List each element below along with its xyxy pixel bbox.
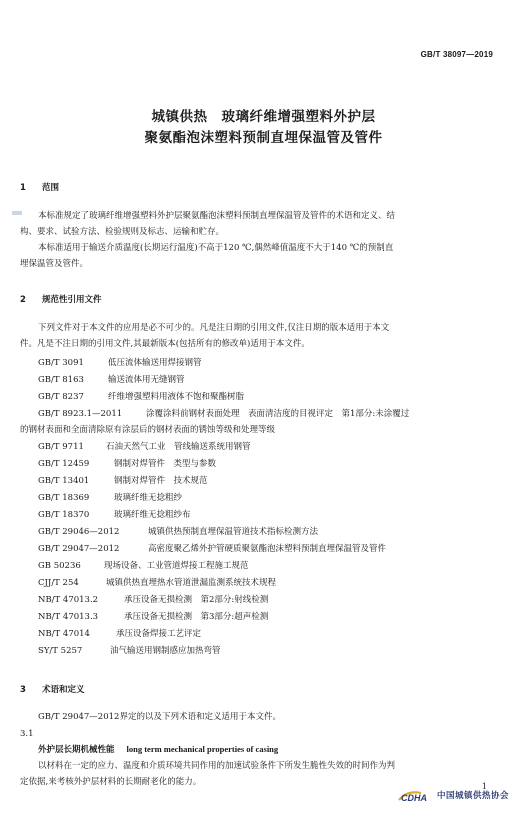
reference-item	[38, 407, 409, 419]
section-3-heading	[20, 683, 85, 695]
reference-title: 城镇供热直埋热水管道泄漏监测系统技术规程	[106, 578, 277, 588]
reference-title: 承压设备无损检测 第3部分:超声检测	[124, 612, 269, 622]
cdha-logo	[397, 788, 509, 802]
reference-title: 纤维增强塑料用液体不饱和聚酯树脂	[108, 392, 245, 402]
reference-item	[38, 627, 201, 639]
reference-item	[38, 644, 221, 656]
reference-code: NB/T 47013.2	[38, 595, 99, 605]
reference-title: 现场设备、工业管道焊接工程施工规范	[104, 561, 249, 571]
reference-code: GB/T 13401	[38, 476, 90, 486]
reference-item	[38, 457, 216, 469]
reference-code: SY/T 5257	[38, 646, 83, 656]
reference-code: NB/T 47013.3	[38, 612, 99, 622]
section-number: 3	[20, 685, 26, 695]
cdha-logo-icon	[397, 788, 431, 802]
reference-title: 玻璃纤维无捻粗纱布	[114, 510, 191, 520]
reference-title: 涂覆涂料前钢材表面处理 表面清洁度的目视评定 第1部分:未涂覆过	[146, 409, 410, 419]
reference-code: GB/T 3091	[38, 358, 84, 368]
reference-title: 输送流体用无缝钢管	[108, 375, 185, 385]
paragraph-line: 构、要求、试验方法、检验规则及标志、运输和贮存。	[20, 227, 225, 237]
reference-code: GB/T 18370	[38, 510, 90, 520]
document-title-line1: 城镇供热 玻璃纤维增强塑料外护层	[151, 109, 376, 125]
reference-title: 油气输送用钢制感应加热弯管	[110, 646, 221, 656]
section-number: 2	[20, 295, 26, 305]
reference-title: 钢制对焊管件 技术规范	[114, 476, 208, 486]
reference-title: 玻璃纤维无捻粗纱	[114, 493, 183, 503]
paragraph-line: 以材料在一定的应力、温度和介质环境共同作用的加速试验条件下所发生脆性失效的时间作为判	[38, 761, 396, 771]
paragraph-line: 定依据,来考核外护层材料的长期耐老化的能力。	[20, 777, 202, 787]
reference-title: 承压设备焊接工艺评定	[116, 629, 202, 639]
reference-code: GB/T 9711	[38, 442, 84, 452]
section-title: 规范性引用文件	[42, 295, 102, 305]
term-english: long term mechanical properties of casing	[126, 744, 279, 754]
svg-text:CDHA: CDHA	[400, 793, 427, 803]
reference-code: GB 50236	[38, 561, 81, 571]
paragraph-line: 本标准适用于输送介质温度(长期运行温度)不高于120 ℃,偶然峰值温度不大于140 ℃的预制直	[38, 243, 394, 253]
reference-item	[38, 542, 386, 554]
reference-code: GB/T 8923.1—2011	[38, 409, 123, 419]
reference-code: GB/T 18369	[38, 493, 90, 503]
paragraph-line: 件。凡是不注日期的引用文件,其最新版本(包括所有的修改单)适用于本文件。	[20, 339, 310, 349]
reference-item	[38, 576, 276, 588]
reference-title: 石油天然气工业 管线输送系统用钢管	[106, 442, 251, 452]
paragraph-line: GB/T 29047—2012界定的以及下列术语和定义适用于本文件。	[38, 712, 281, 722]
section-2-heading	[20, 293, 102, 305]
term-chinese: 外护层长期机械性能	[38, 745, 115, 755]
reference-code: GB/T 12459	[38, 459, 90, 469]
standard-code: GB/T 38097—2019	[420, 50, 493, 59]
reference-code: NB/T 47014	[38, 629, 90, 639]
reference-title: 低压流体输送用焊接钢管	[108, 358, 202, 368]
margin-mark	[12, 211, 22, 215]
reference-continuation: 的钢材表面和全面清除原有涂层后的钢材表面的锈蚀等级和处理等级	[20, 425, 276, 435]
reference-item	[38, 610, 268, 622]
reference-item	[38, 508, 191, 520]
page-number: 1	[481, 782, 487, 791]
reference-item	[38, 491, 182, 503]
reference-item	[38, 356, 202, 368]
reference-code: CJJ/T 254	[38, 578, 79, 588]
reference-item	[38, 390, 244, 402]
paragraph-line: 本标准规定了玻璃纤维增强塑料外护层聚氨酯泡沫塑料预制直埋保温管及管件的术语和定义、结	[38, 211, 396, 221]
logo-text: 中国城镇供热协会	[436, 791, 509, 801]
reference-item	[38, 474, 208, 486]
reference-title: 钢制对焊管件 类型与参数	[114, 459, 217, 469]
section-title: 范围	[42, 183, 60, 193]
section-number: 1	[20, 183, 26, 193]
reference-item	[38, 559, 249, 571]
paragraph-line: 下列文件对于本文件的应用是必不可少的。凡是注日期的引用文件,仅注日期的版本适用于本文	[38, 323, 390, 333]
reference-title: 高密度聚乙烯外护管硬质聚氨酯泡沫塑料预制直埋保温管及管件	[148, 544, 387, 554]
document-title-line2: 聚氨酯泡沫塑料预制直埋保温管及管件	[144, 130, 383, 146]
reference-code: GB/T 8163	[38, 375, 84, 385]
reference-item	[38, 593, 268, 605]
reference-item	[38, 373, 185, 385]
paragraph-line: 埋保温管及管件。	[20, 259, 89, 269]
reference-code: GB/T 29046—2012	[38, 527, 120, 537]
reference-title: 城镇供热预制直埋保温管道技术指标检测方法	[148, 527, 319, 537]
section-title: 术语和定义	[42, 685, 85, 695]
term-number: 3.1	[20, 729, 34, 739]
reference-code: GB/T 8237	[38, 392, 84, 402]
reference-item	[38, 440, 251, 452]
section-1-heading	[20, 181, 59, 193]
reference-item	[38, 525, 318, 537]
reference-title: 承压设备无损检测 第2部分:射线检测	[124, 595, 269, 605]
reference-code: GB/T 29047—2012	[38, 544, 120, 554]
term-heading	[38, 743, 278, 755]
